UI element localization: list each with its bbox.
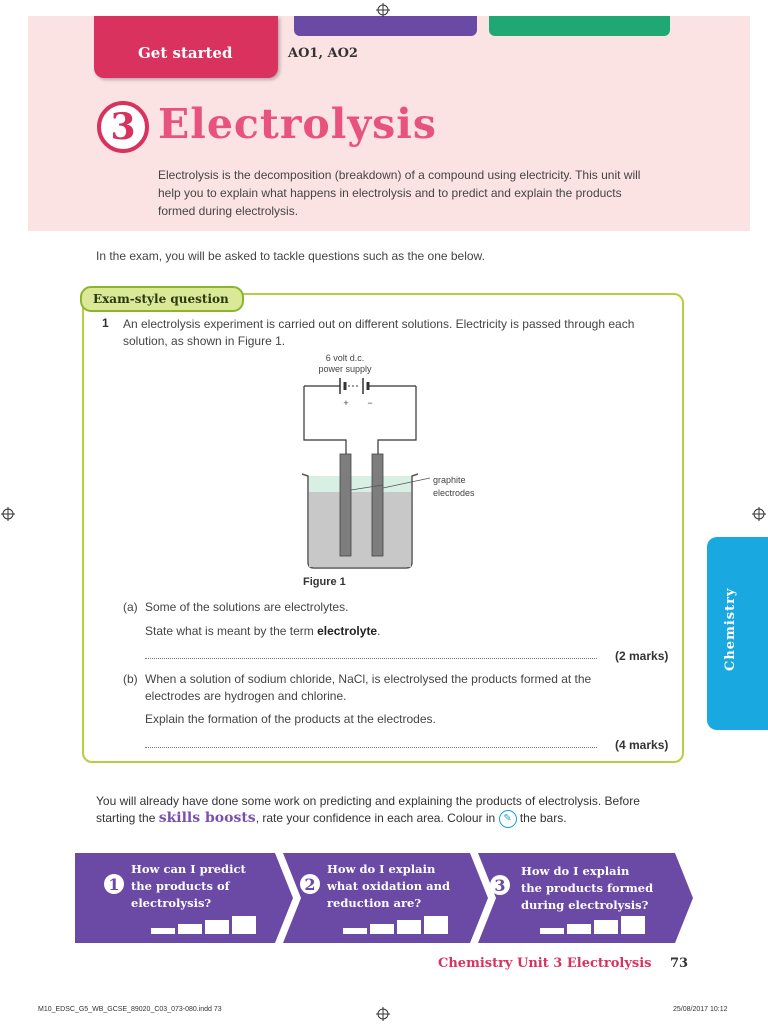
exam-question-tab: Exam-style question xyxy=(80,286,244,312)
confidence-text-middle: , rate your confidence in each area. Colour in xyxy=(255,811,499,826)
part-b-line1: When a solution of sodium chloride, NaCl, is electrolysed the products formed at the electrodes are hydrogen and chlorine. xyxy=(145,672,592,703)
registration-mark-icon xyxy=(752,507,766,521)
skill-1-line2: the products of xyxy=(131,879,230,893)
section-tab-green xyxy=(489,16,670,36)
slug-left: M10_EDSC_G5_WB_GCSE_89020_C03_073-080.indd 73 xyxy=(38,1006,222,1013)
part-a-line2-prefix: State what is meant by the term xyxy=(145,624,318,638)
part-a-label: (a) xyxy=(123,600,138,614)
answer-line-b[interactable] xyxy=(145,747,597,748)
part-a-line2 xyxy=(145,623,645,640)
skill-3-line1: How do I explain xyxy=(521,864,630,878)
exam-intro: In the exam, you will be asked to tackle questions such as the one below. xyxy=(96,249,485,263)
figure-caption: Figure 1 xyxy=(303,576,346,588)
skill-2-line1: How do I explain xyxy=(327,862,436,876)
side-tab-label: Chemistry xyxy=(723,587,738,671)
get-started-label: Get started xyxy=(138,44,233,62)
part-b-label: (b) xyxy=(123,672,138,686)
skill-1-line3: electrolysis? xyxy=(131,896,212,910)
skill-2-line3: reduction are? xyxy=(327,896,422,910)
part-a-marks: (2 marks) xyxy=(615,649,669,663)
electrode-label-2: electrodes xyxy=(433,488,475,498)
footer-title: Chemistry Unit 3 Electrolysis xyxy=(438,956,652,971)
section-tab-purple xyxy=(294,16,477,36)
electrolysis-diagram xyxy=(290,352,510,574)
skills-boost-band xyxy=(75,853,695,943)
skill-1-number: 1 xyxy=(108,875,120,894)
beaker xyxy=(302,474,418,568)
page-title: Electrolysis xyxy=(158,100,437,148)
confidence-instructions xyxy=(96,793,676,828)
get-started-tab xyxy=(94,16,278,78)
power-label-2: power supply xyxy=(318,364,372,374)
battery-icon xyxy=(304,378,416,394)
power-label-1: 6 volt d.c. xyxy=(325,353,365,363)
part-a-line2-suffix: . xyxy=(377,624,381,638)
circuit-wires xyxy=(304,386,416,456)
minus-sign: − xyxy=(367,398,373,408)
plus-sign: + xyxy=(343,398,349,408)
registration-mark-icon xyxy=(1,507,15,521)
skill-2-number: 2 xyxy=(304,875,316,894)
skill-3-line2: the products formed xyxy=(521,881,654,895)
skills-boosts-label: skills boosts xyxy=(158,810,256,827)
part-b-marks: (4 marks) xyxy=(615,738,669,752)
confidence-text-after: the bars. xyxy=(516,811,567,826)
question-text: An electrolysis experiment is carried out on different solutions. Electricity is passed through each solution, as shown in Figure 1. xyxy=(123,317,635,348)
page-number: 73 xyxy=(670,956,689,971)
electrode-label-1: graphite xyxy=(433,475,466,485)
skill-1-line1: How can I predict xyxy=(131,862,246,876)
assessment-objectives: AO1, AO2 xyxy=(288,46,358,61)
confidence-text-before: You will already have done some work on predicting and explaining the products of electrolysis. Before starting the xyxy=(96,794,640,826)
part-a-line1: Some of the solutions are electrolytes. xyxy=(145,600,349,614)
registration-mark-icon xyxy=(376,3,390,17)
term-electrolyte: electrolyte xyxy=(317,624,378,638)
unit-number-badge: 3 xyxy=(97,101,149,153)
unit-intro: Electrolysis is the decomposition (breakdown) of a compound using electricity. This unit will help you to explain what happens in electrolysis and to predict and explain the products formed during electrolysis. xyxy=(158,168,641,218)
skill-3-number: 3 xyxy=(494,876,506,895)
subject-side-tab xyxy=(707,537,768,730)
answer-line-a[interactable] xyxy=(145,658,597,659)
registration-mark-icon xyxy=(376,1007,390,1021)
slug-right: 25/08/2017 10:12 xyxy=(673,1006,728,1013)
part-b-line2: Explain the formation of the products at the electrodes. xyxy=(145,712,436,726)
skill-3-line3: during electrolysis? xyxy=(521,898,649,912)
question-number: 1 xyxy=(102,316,109,330)
pencil-icon: ✎ xyxy=(499,810,517,828)
skill-2-line2: what oxidation and xyxy=(327,879,450,893)
